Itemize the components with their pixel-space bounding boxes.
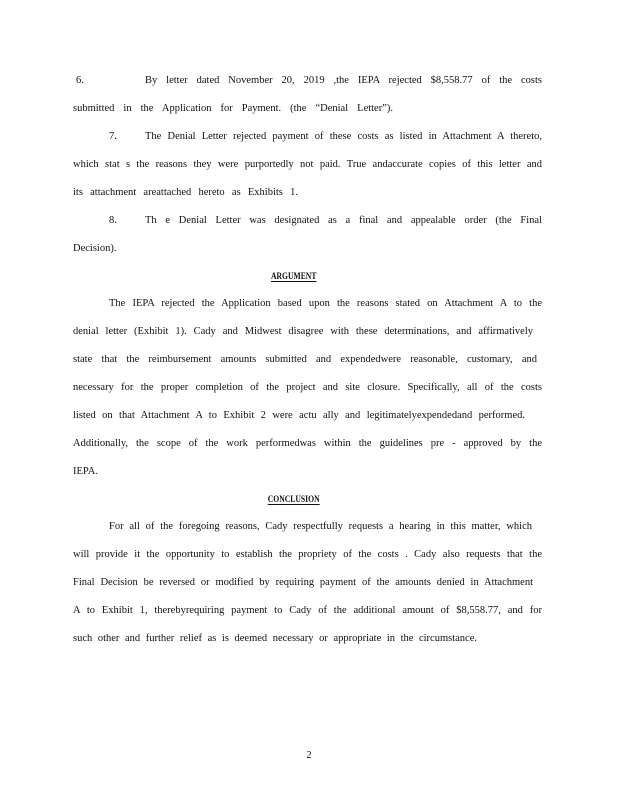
argument-line-1: The IEPA rejected the Application based upon the reasons stated on Attachment A to the bbox=[109, 298, 542, 309]
argument-line-6: Additionally, the scope of the work performedwas within the guidelines pre - approved by the bbox=[73, 438, 542, 449]
conclusion-heading-text: CONCLUSION bbox=[267, 494, 320, 504]
conclusion-heading bbox=[46, 493, 571, 505]
conclusion-line-5: such other and further relief as is deemed necessary or appropriate in the circumstance. bbox=[73, 633, 477, 644]
paragraph-8-line-1: Th e Denial Letter was designated as a final and appealable order (the Final bbox=[145, 215, 542, 226]
paragraph-8-number: 8. bbox=[109, 215, 117, 226]
argument-line-4: necessary for the proper completion of the project and site closure. Specifically, all of the costs bbox=[73, 382, 542, 393]
argument-heading bbox=[46, 270, 571, 282]
argument-line-7: IEPA. bbox=[73, 466, 98, 477]
conclusion-line-2: will provide it the opportunity to establish the propriety of the costs . Cady also requests that the bbox=[73, 549, 542, 560]
paragraph-6-line-2: submitted in the Application for Payment. (the “Denial Letter”). bbox=[73, 103, 393, 114]
page-number: 2 bbox=[306, 750, 312, 761]
argument-line-2: denial letter (Exhibit 1). Cady and Midwest disagree with these determinations, and affirmatively bbox=[73, 326, 533, 337]
conclusion-line-1: For all of the foregoing reasons, Cady respectfully requests a hearing in this matter, which bbox=[109, 521, 532, 532]
paragraph-7-line-2: which stat s the reasons they were purportedly not paid. True andaccurate copies of this letter and bbox=[73, 159, 542, 170]
paragraph-7-line-3: its attachment areattached hereto as Exhibits 1. bbox=[73, 187, 298, 198]
paragraph-6-line-1: By letter dated November 20, 2019 ,the IEPA rejected $8,558.77 of the costs bbox=[145, 75, 542, 86]
argument-line-5: listed on that Attachment A to Exhibit 2 were actu ally and legitimatelyexpendedand performed. bbox=[73, 410, 525, 421]
conclusion-line-3: Final Decision be reversed or modified by requiring payment of the amounts denied in Attachment bbox=[73, 577, 533, 588]
argument-heading-text: ARGUMENT bbox=[270, 271, 317, 281]
conclusion-line-4: A to Exhibit 1, therebyrequiring payment to Cady of the additional amount of $8,558.77, and for bbox=[73, 605, 542, 616]
paragraph-7-number: 7. bbox=[109, 131, 117, 142]
paragraph-8-line-2: Decision). bbox=[73, 243, 117, 254]
paragraph-6-number: 6. bbox=[76, 75, 84, 86]
paragraph-7-line-1: The Denial Letter rejected payment of these costs as listed in Attachment A thereto, bbox=[145, 131, 542, 142]
argument-line-3: state that the reimbursement amounts submitted and expendedwere reasonable, customary, and bbox=[73, 354, 537, 365]
